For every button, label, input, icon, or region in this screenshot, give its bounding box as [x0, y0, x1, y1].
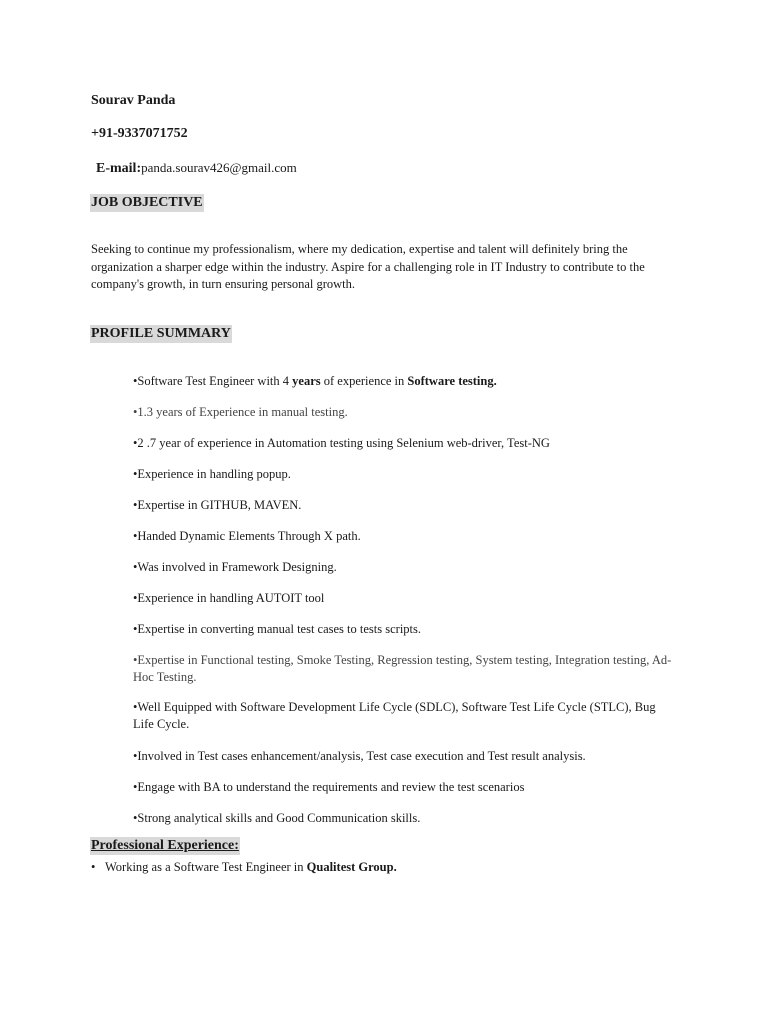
bullet-glyph: •	[133, 653, 138, 667]
bullet-glyph: •	[133, 560, 138, 574]
bullet-glyph: •	[133, 405, 138, 419]
list-item-text: of experience in	[320, 374, 408, 388]
job-objective-heading: JOB OBJECTIVE	[91, 195, 203, 210]
profile-summary-heading: PROFILE SUMMARY	[91, 326, 231, 341]
candidate-name: Sourav Panda	[91, 93, 176, 108]
list-item-text: Handed Dynamic Elements Through X path.	[137, 529, 361, 543]
bullet-glyph: •	[133, 811, 138, 825]
email-label: E-mail:	[96, 161, 142, 176]
bullet-glyph: •	[133, 749, 138, 763]
bullet-glyph: •	[133, 436, 138, 450]
list-item-bold: years	[292, 374, 321, 388]
list-item-text: Working as a Software Test Engineer in	[105, 860, 307, 874]
list-item	[133, 699, 673, 733]
list-item-text: Experience in handling popup.	[137, 467, 291, 481]
list-item	[91, 859, 397, 876]
bullet-glyph: •	[133, 780, 138, 794]
list-item-text: 2 .7 year of experience in Automation testing using Selenium web-driver, Test-NG	[137, 436, 550, 450]
list-item	[133, 497, 673, 514]
bullet-glyph: •	[133, 591, 138, 605]
list-item	[133, 652, 673, 686]
list-item-text: Expertise in converting manual test cases to tests scripts.	[137, 622, 422, 636]
list-item	[133, 810, 673, 827]
company-name: Qualitest Group.	[306, 860, 397, 874]
bullet-glyph: •	[133, 467, 138, 481]
list-item	[133, 621, 673, 638]
bullet-glyph: •	[133, 622, 138, 636]
list-item-text: 1.3 years of Experience in manual testing.	[137, 405, 348, 419]
list-item	[133, 435, 673, 452]
list-item	[133, 373, 673, 390]
email-line	[96, 160, 297, 177]
list-item-text: Was involved in Framework Designing.	[137, 560, 337, 574]
list-item-text: Strong analytical skills and Good Communication skills.	[137, 811, 421, 825]
email-address: panda.sourav426@gmail.com	[141, 160, 297, 175]
list-item	[133, 528, 673, 545]
professional-experience-heading: Professional Experience:	[91, 838, 239, 853]
list-item-text: Experience in handling AUTOIT tool	[137, 591, 325, 605]
list-item-text: Well Equipped with Software Development Life Cycle (SDLC), Software Test Life Cycle (STLC), Bug Life Cycle.	[133, 700, 656, 731]
professional-experience-list	[91, 859, 397, 876]
bullet-glyph: •	[133, 700, 138, 714]
list-item-text: Expertise in GITHUB, MAVEN.	[137, 498, 302, 512]
list-item	[133, 404, 673, 421]
bullet-glyph: •	[133, 529, 138, 543]
phone-number: +91-9337071752	[91, 126, 188, 141]
list-item-text: Expertise in Functional testing, Smoke Testing, Regression testing, System testing, Integration testing, Ad-Hoc Testing.	[133, 653, 672, 684]
list-item	[133, 559, 673, 576]
bullet-glyph: •	[133, 374, 138, 388]
bullet-glyph: •	[133, 498, 138, 512]
list-item-text: Involved in Test cases enhancement/analysis, Test case execution and Test result analysis.	[137, 749, 586, 763]
list-item-text: Engage with BA to understand the requirements and review the test scenarios	[137, 780, 525, 794]
list-item	[133, 748, 673, 765]
list-item	[133, 590, 673, 607]
list-item-bold: Software testing.	[407, 374, 497, 388]
list-item	[133, 466, 673, 483]
bullet-glyph: •	[91, 860, 96, 874]
job-objective-text: Seeking to continue my professionalism, where my dedication, expertise and talent will definitely bring the organization a sharper edge within the industry. Aspire for a challenging role in IT Industry to contribute to the company's growth, in turn ensuring personal growth.	[91, 242, 645, 291]
list-item-text: Software Test Engineer with 4	[137, 374, 293, 388]
list-item	[133, 779, 673, 796]
